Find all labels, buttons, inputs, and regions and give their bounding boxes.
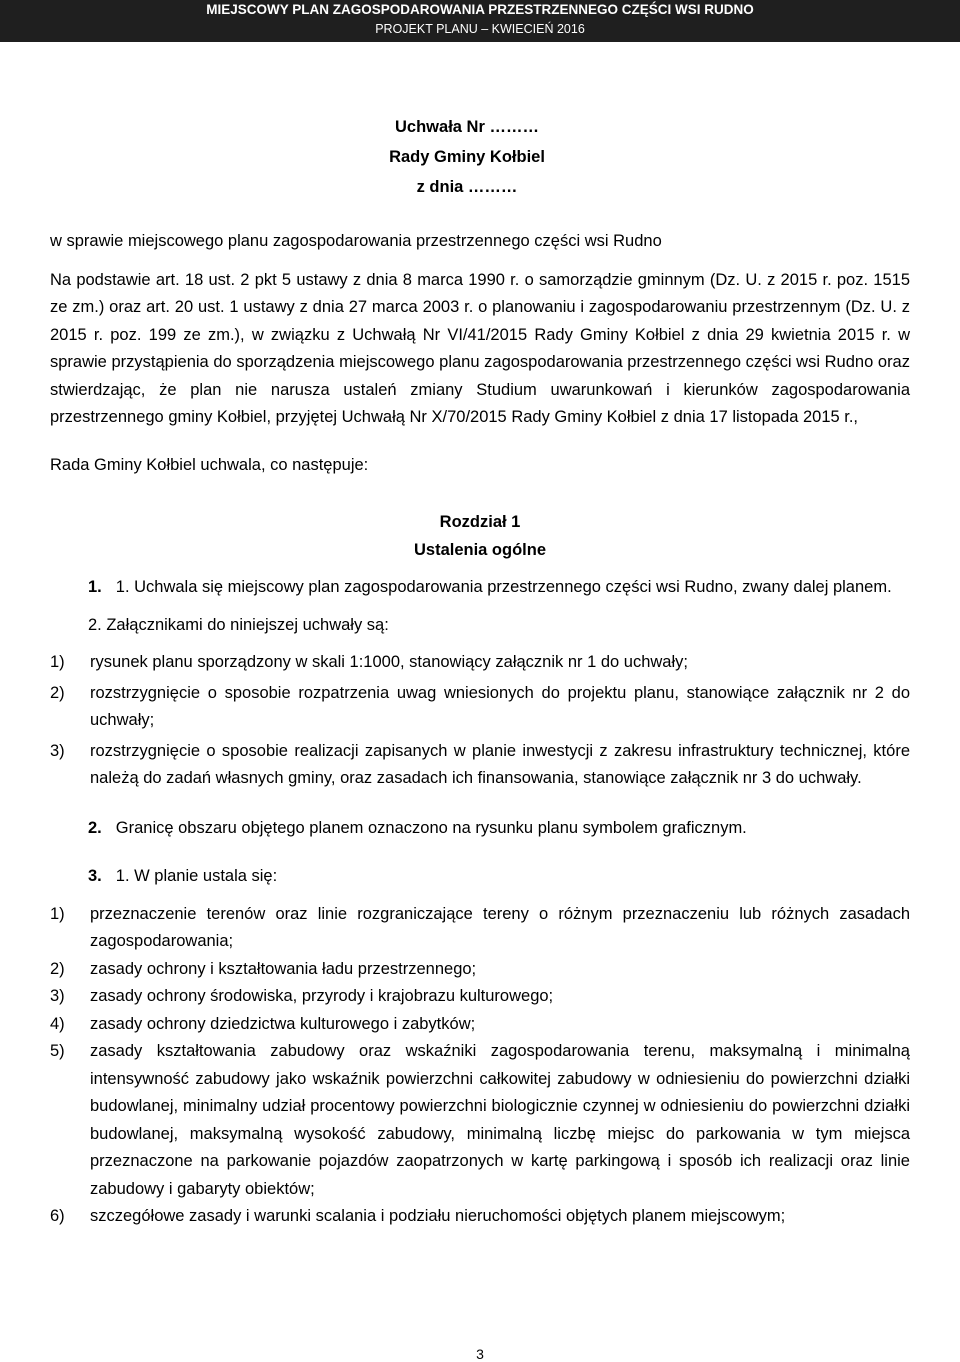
list-item: 2) zasady ochrony i kształtowania ładu przestrzennego; xyxy=(50,959,477,978)
legal-basis-paragraph: Na podstawie art. 18 ust. 2 pkt 5 ustawy z dnia 8 marca 1990 r. o samorządzie gminnym (Dz. U. z 2015 r. poz. 1515 ze zm.) oraz art. 20 ust. 1 ustawy z dnia 27 marca 2003 r. o planowaniu i zagospodarowaniu przestrzennym (Dz. U. z 2015 r. poz. 199 ze zm.), w związku z Uchwałą Nr VI/41/2015 Rady Gminy Kołbiel z dnia 29 kwietnia 2015 r. w sprawie przystąpienia do sporządzenia miejscowego planu zagospodarowania przestrzennego części wsi Rudno oraz stwierdzając, że plan nie narusza ustaleń zmiany Studium uwarunkowań i kierunków zagospodarowania przestrzennego gminy Kołbiel, przyjętej Uchwałą Nr X/70/2015 Rady Gminy Kołbiel z dnia 17 listopada 2015 r., xyxy=(50,270,910,426)
paragraph-1-text: 1. Uchwala się miejscowy plan zagospodarowania przestrzennego części wsi Rudno, zwany dalej planem. xyxy=(115,578,892,596)
paragraph-2-label: 2. xyxy=(88,818,102,837)
resolution-subject: w sprawie miejscowego planu zagospodarowania przestrzennego części wsi Rudno xyxy=(50,232,662,250)
list-item: 1) rysunek planu sporządzony w skali 1:1000, stanowiący załącznik nr 1 do uchwały; xyxy=(50,653,688,671)
resolution-date: z dnia ……… xyxy=(416,178,518,196)
council-name: Rady Gminy Kołbiel xyxy=(389,148,545,166)
paragraph-3-label: 3. xyxy=(88,867,102,885)
list-item: 6) szczegółowe zasady i warunki scalania i podziału nieruchomości objętych planem miejscowym; xyxy=(50,1207,786,1225)
attachments-list xyxy=(50,649,910,793)
paragraph-3 xyxy=(88,863,910,891)
chapter-title: Ustalenia ogólne xyxy=(413,541,547,559)
chapter-number: Rozdział 1 xyxy=(439,513,521,531)
plan-provisions-list xyxy=(50,901,910,1231)
document-body xyxy=(50,112,910,1231)
list-item: 3) rozstrzygnięcie o sposobie realizacji zapisanych w planie inwestycji z zakresu infrastruktury technicznej, które należą do zadań własnych gminy, oraz zasadach ich finansowania, stanowiące załącznik nr 3 do uchwały. xyxy=(50,741,910,787)
list-item: 3) zasady ochrony środowiska, przyrody i krajobrazu kulturowego; xyxy=(50,987,554,1005)
paragraph-1-label: 1. xyxy=(88,578,102,596)
resolution-title xyxy=(24,112,910,202)
paragraph-3-text: 1. W planie ustala się: xyxy=(115,867,278,885)
chapter-heading xyxy=(50,508,910,564)
paragraph-2-text: Granicę obszaru objętego planem oznaczono na rysunku planu symbolem graficznym. xyxy=(115,818,747,837)
page-number: 3 xyxy=(476,1346,484,1362)
document-header xyxy=(0,0,960,42)
list-item: 4) zasady ochrony dziedzictwa kulturowego i zabytków; xyxy=(50,1014,476,1033)
header-project-date: PROJEKT PLANU – KWIECIEŃ 2016 xyxy=(375,22,585,36)
paragraph-1 xyxy=(50,574,910,602)
paragraph-2 xyxy=(88,815,910,843)
resolution-number: Uchwała Nr ……… xyxy=(395,118,539,136)
list-item: 5) zasady kształtowania zabudowy oraz wskaźniki zagospodarowania terenu, maksymalną i minimalną intensywność zabudowy jako wskaźnik powierzchni całkowitej zabudowy w odniesieniu do powierzchni działki budowlanej, minimalny udział procentowy powierzchni biologicznie czynnej w odniesieniu do powierzchni działki budowlanej, maksymalną wysokość zabudowy, minimalną liczbę miejsc do parkowania w tym miejsca przeznaczone na parkowanie pojazdów zaopatrzonych w kartę parkingową i sposób ich realizacji oraz linie zabudowy i gabaryty obiektów; xyxy=(50,1042,910,1198)
paragraph-1-subsection-2: 2. Załącznikami do niniejszej uchwały są: xyxy=(88,615,389,634)
list-item: 2) rozstrzygnięcie o sposobie rozpatrzenia uwag wniesionych do projektu planu, stanowiące załącznik nr 2 do uchwały; xyxy=(50,683,910,729)
list-item: 1) przeznaczenie terenów oraz linie rozgraniczające tereny o różnym przeznaczeniu lub różnych zasadach zagospodarowania; xyxy=(50,904,910,950)
council-resolves-statement: Rada Gminy Kołbiel uchwala, co następuje: xyxy=(50,455,369,474)
header-plan-title: MIEJSCOWY PLAN ZAGOSPODAROWANIA PRZESTRZENNEGO CZĘŚCI WSI RUDNO xyxy=(206,2,754,17)
